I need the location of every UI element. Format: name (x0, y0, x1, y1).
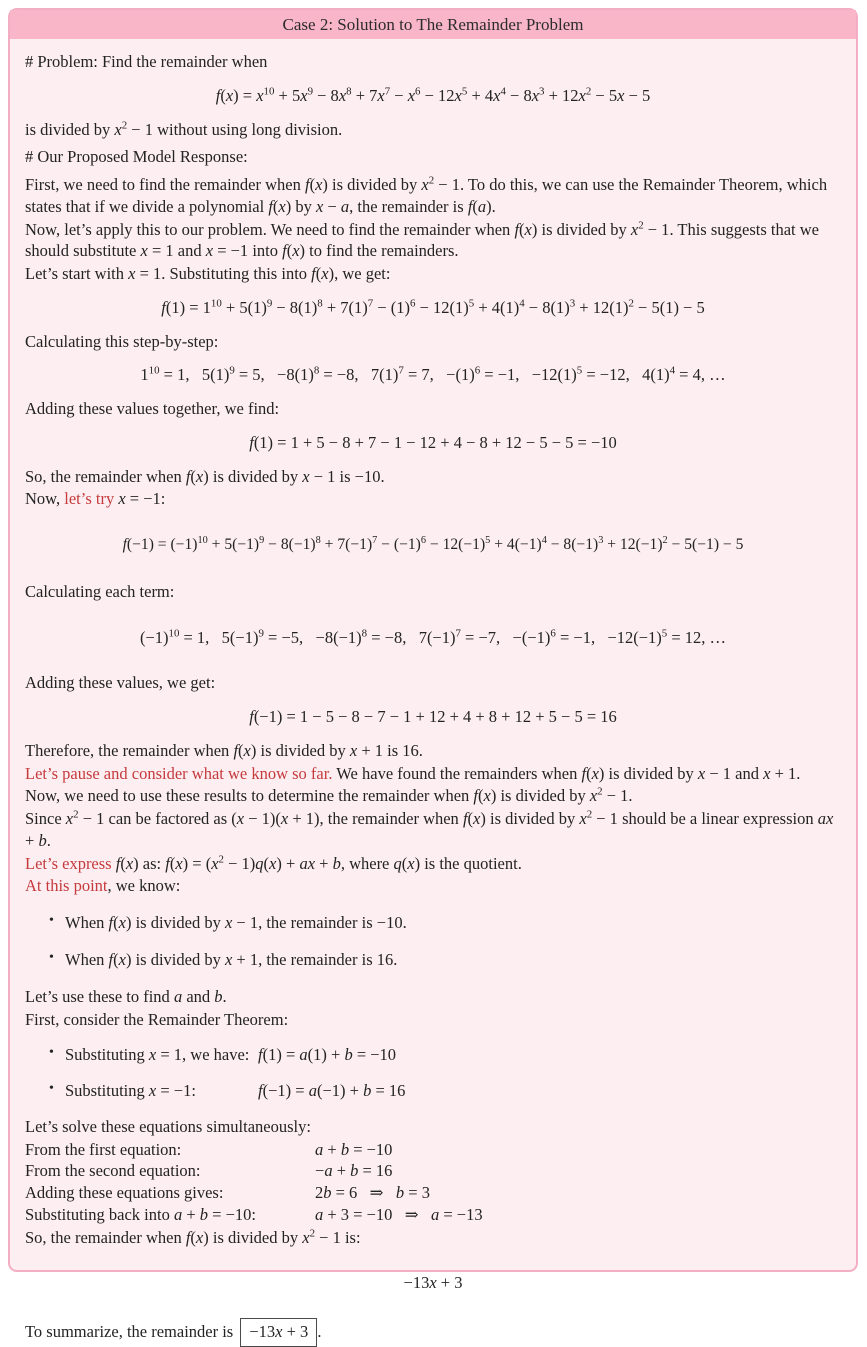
text-run: is divided by (25, 119, 115, 139)
paragraph (25, 1116, 841, 1138)
text-run: To summarize, the remainder is (25, 1322, 238, 1342)
text-run: is divided by (327, 175, 422, 195)
line-text (25, 467, 385, 486)
math-run: a + b = −10 (315, 1139, 393, 1159)
text-run: is divided by (604, 763, 698, 783)
bullet-item (25, 949, 841, 971)
text-run: , the remainder is (258, 913, 377, 933)
math-run: f(−1) = 1 − 5 − 8 − 7 − 1 + 12 + 4 + 8 + 12 + 5 − 5 = 16 (249, 707, 617, 727)
line-text (25, 52, 267, 71)
math-run: f(1) = a(1) + b = −10 (258, 1045, 397, 1065)
display-equation (25, 432, 841, 454)
text-run: : (191, 1081, 196, 1101)
text-run: When (65, 950, 109, 970)
line-text (25, 1139, 315, 1161)
text-run: From the second equation: (25, 1161, 201, 1181)
math-run: f(x) (233, 740, 257, 760)
line-text (404, 1273, 463, 1292)
math-run: f(−1) = a(−1) + b = 16 (258, 1081, 406, 1101)
line-text (216, 86, 651, 105)
text-run: , we know: (107, 876, 181, 896)
math-run: b (214, 986, 223, 1006)
text-run: is divided by (208, 466, 303, 486)
text-run: to find the remainders. (305, 241, 459, 261)
text-run: Now, let’s apply this to our problem. We need to find the remainder when (25, 219, 515, 239)
text-run: as: (138, 853, 166, 873)
text-run: When (65, 913, 109, 933)
line-text (65, 950, 397, 969)
line-text (161, 298, 705, 317)
line-text (25, 399, 279, 418)
math-run: x = −1 (118, 489, 161, 509)
paragraph (25, 219, 841, 263)
paragraph (25, 740, 841, 762)
line-text (25, 175, 827, 216)
red-emphasis-run: At this point (25, 876, 108, 896)
bullet-icon: • (49, 913, 54, 929)
line-text (249, 707, 617, 726)
math-run: f(x) (473, 786, 497, 806)
math-run: 2b = 6 ⇒ b = 3 (315, 1183, 430, 1203)
bullet-item (25, 1044, 841, 1066)
text-run: . (317, 1322, 322, 1342)
line-text (25, 1204, 315, 1226)
paragraph (25, 466, 841, 488)
equation (258, 1044, 396, 1066)
math-run: a (173, 986, 183, 1006)
paragraph (25, 488, 841, 510)
equation-row (25, 1160, 841, 1182)
paragraph (25, 1009, 841, 1031)
math-run: $f(x) = x^{10} + 5x^9 - 8x^8 + 7x^7 - x^6 - 12x^5 + 4x^4 - 8x^3 + 12x^2 - 5x - 5$ (215, 85, 651, 105)
math-run: $x^2 - 1$ (302, 1227, 341, 1247)
math-run: $x^2 - 1$ (114, 119, 153, 139)
paragraph (25, 672, 841, 694)
text-run: Now, we need to use these results to determine the remainder when (25, 786, 474, 806)
text-run: into (248, 241, 283, 261)
text-run: is the quotient. (420, 853, 522, 873)
math-run: $f(-1) = (-1)^{10} + 5(-1)^9 - 8(-1)^8 + 7(-1)^7 - (-1)^6 - 12(-1)^5 + 4(-1)^4 - 8(-1)^3 + 12(-1)^2 - 5(-1) - 5$ (122, 535, 744, 554)
equation-row (25, 1139, 841, 1161)
text-run: without using long division. (152, 119, 343, 139)
text-run: . (380, 466, 385, 486)
equation-row (25, 1204, 841, 1226)
math-run: −a + b = 16 (315, 1161, 393, 1181)
text-run: Let’s use these to find (25, 986, 174, 1006)
text-run: . To do this, we can use the Remainder Theorem, which states that if we divide a polynomial (25, 175, 828, 216)
red-emphasis-run: let’s try (64, 489, 119, 509)
line-text (25, 854, 522, 873)
equation (315, 1182, 430, 1204)
paragraph (25, 331, 841, 353)
document-content (10, 39, 856, 1347)
math-run: $x^2 - 1$ (421, 174, 460, 195)
text-run: : (160, 489, 166, 509)
text-run: is divided by (208, 1227, 303, 1247)
display-equation (25, 706, 841, 728)
line-text (65, 913, 407, 932)
math-run: x + 1 (224, 950, 259, 970)
text-run: Calculating this step-by-step: (25, 331, 219, 351)
paragraph (25, 51, 841, 73)
math-run: f(x) (304, 175, 328, 195)
line-text (123, 536, 744, 553)
math-run: x = 1 (128, 264, 162, 284)
text-run: # Problem: Find the remainder when (25, 52, 268, 71)
text-run: We have found the remainders when (332, 763, 582, 783)
page-title: Case 2: Solution to The Remainder Problem (282, 14, 584, 34)
math-run: (x − 1)(x + 1) (231, 809, 320, 829)
line-text (65, 1044, 258, 1066)
math-run: f(x) (185, 466, 209, 486)
line-text (25, 147, 248, 166)
text-run: . (222, 986, 227, 1006)
boxed-answer: −13x + 3 (240, 1318, 317, 1347)
math-run: f(x) (108, 950, 132, 970)
paragraph (25, 398, 841, 420)
text-run: First, consider the Remainder Theorem: (25, 1009, 289, 1029)
line-text (140, 628, 726, 647)
paragraph (25, 785, 841, 807)
text-run: Now, (25, 489, 65, 509)
line-text (25, 582, 174, 601)
math-run: x = −1 (148, 1081, 192, 1101)
line-text (25, 1182, 315, 1204)
red-emphasis-run: Let’s express (25, 853, 112, 873)
math-run: f(x) (581, 763, 605, 783)
line-text (25, 1322, 321, 1341)
paragraph (25, 875, 841, 897)
math-run: x − a (316, 196, 350, 216)
equation (258, 1080, 405, 1102)
text-run: So, the remainder when (25, 466, 186, 486)
paragraph (25, 581, 841, 603)
line-text (25, 987, 227, 1006)
text-run: . (46, 830, 51, 850)
math-run: f(x) (311, 264, 335, 284)
solution-card (8, 8, 858, 1342)
text-run: . This suggests that we should substitute (25, 219, 820, 261)
math-run: $x^2 - 1$ (579, 808, 618, 829)
math-run: f(x) (115, 853, 139, 873)
math-run: f(x) (282, 241, 306, 261)
text-run: and (731, 763, 764, 783)
math-run: f(1) = 1 + 5 − 8 + 7 − 1 − 12 + 4 − 8 + 12 − 5 − 5 = −10 (249, 432, 617, 452)
text-run: , we have: (182, 1045, 250, 1065)
paragraph (25, 174, 841, 218)
math-run: $f(x) = (x^2 - 1)q(x)$ + ax + b (165, 853, 341, 873)
text-run: Adding these values together, we find: (25, 399, 280, 419)
line-text (25, 1117, 311, 1136)
math-run: $1^{10} = 1$, $5(1)^9 = 5$, $-8(1)^8 = -8$, $7(1)^7 = 7$, $-(1)^6 = -1$, $-12(1)^5 = -12$, $4(1)^4 = 4$, … (140, 364, 726, 385)
text-run: Substituting (65, 1045, 149, 1065)
text-run: is divided by (131, 950, 225, 970)
math-run: f(x) (514, 219, 538, 239)
math-run: x − 1 (224, 913, 259, 933)
math-run: −13x + 3 (403, 1273, 463, 1293)
paragraph (25, 808, 841, 852)
line-text (25, 220, 819, 261)
equation (315, 1204, 483, 1226)
text-run: Let’s solve these equations simultaneously: (25, 1116, 311, 1136)
math-run: ax + b (25, 809, 838, 850)
text-run: is divided by (496, 786, 590, 806)
math-run: x + 1 (349, 740, 383, 760)
line-text (65, 1080, 258, 1102)
paragraph (25, 1227, 841, 1249)
math-run: q(x) (393, 853, 421, 873)
text-run: is divided by (131, 913, 225, 933)
text-run: and (182, 986, 215, 1006)
text-run: So, the remainder when (25, 1227, 186, 1247)
line-text (25, 809, 837, 850)
math-run: x − 1 (697, 763, 732, 783)
text-run: First, we need to find the remainder when (25, 175, 305, 195)
bullet-icon: • (49, 950, 54, 966)
text-run: Since (25, 809, 66, 829)
line-text (249, 433, 617, 452)
display-equation (25, 1272, 841, 1294)
text-run: and (173, 241, 206, 261)
text-run: : (251, 1204, 256, 1224)
red-emphasis-run: Let’s pause and consider what we know so far. (25, 763, 333, 783)
text-run: . (796, 763, 801, 783)
text-run: , the remainder is 16. (258, 950, 398, 970)
line-text (25, 264, 390, 283)
equation-row (25, 1182, 841, 1204)
text-run: Adding these values, we get: (25, 673, 216, 693)
text-run: is (335, 466, 355, 486)
math-run: x − 1 (302, 466, 336, 486)
paragraph (25, 119, 841, 141)
line-text (140, 365, 725, 384)
text-run: is: (340, 1227, 361, 1247)
math-run: a + b = −10 (173, 1204, 252, 1224)
math-run: f(x) (185, 1227, 209, 1247)
math-run: x + 1 (763, 763, 797, 783)
text-run: Substituting back into (25, 1204, 174, 1224)
math-run: f(x) (268, 196, 292, 216)
text-run: # Our Proposed Model Response: (25, 147, 248, 167)
text-run: , the remainder when (319, 809, 463, 829)
text-run: by (291, 196, 316, 216)
line-text (25, 673, 215, 692)
line-text (25, 876, 180, 895)
math-run: $x^2 - 1$ (589, 785, 629, 806)
paragraph (25, 1318, 841, 1347)
equation (315, 1160, 392, 1182)
math-run: x = 1 (140, 241, 174, 261)
card-header (10, 10, 856, 39)
text-run: is divided by (537, 219, 631, 239)
text-run: can be factored as (104, 809, 232, 829)
paragraph (25, 763, 841, 785)
bullet-item (25, 1080, 841, 1102)
text-run: Therefore, the remainder when (25, 740, 234, 760)
text-run: . (628, 786, 633, 806)
math-run: −10 (354, 466, 381, 486)
display-equation (25, 85, 841, 107)
math-run: a + 3 = −10 ⇒ a = −13 (315, 1204, 483, 1224)
equation (315, 1139, 392, 1161)
line-text (25, 764, 800, 783)
paragraph (25, 986, 841, 1008)
math-run: x = −1 (205, 241, 249, 261)
display-equation (25, 297, 841, 319)
paragraph (25, 146, 841, 168)
math-run: $(-1)^{10} = 1$, $5(-1)^9 = -5$, $-8(-1)^8 = -8$, $7(-1)^7 = -7$, $-(-1)^6 = -1$, $-12(-1)^5 = 12$, … (139, 627, 727, 647)
bullet-icon: • (49, 1081, 54, 1097)
bullet-item (25, 912, 841, 934)
text-run: , where (340, 853, 394, 873)
math-run: f(a) (467, 196, 492, 216)
line-text (25, 1010, 288, 1029)
math-run: −10 (376, 913, 403, 933)
math-run: f(x) (462, 809, 486, 829)
display-equation (25, 627, 841, 649)
text-run: Substituting (65, 1081, 149, 1101)
text-run: , we get: (334, 264, 391, 284)
bullet-icon: • (49, 1045, 54, 1061)
line-text (25, 786, 633, 805)
math-run: $x^2 - 1$ (65, 808, 105, 829)
text-run: is 16. (383, 740, 423, 760)
line-text (25, 120, 342, 139)
paragraph (25, 853, 841, 875)
text-run: is divided by (256, 740, 350, 760)
text-run: , the remainder is (349, 196, 468, 216)
math-run: f(x) (108, 913, 132, 933)
text-run: Calculating each term: (25, 581, 175, 601)
text-run: Adding these equations gives: (25, 1183, 224, 1203)
line-text (25, 332, 218, 351)
display-equation (25, 364, 841, 386)
text-run: should be a linear expression (617, 809, 818, 829)
text-run: Let’s start with (25, 264, 129, 284)
line-text (25, 1228, 361, 1247)
text-run: . (491, 196, 496, 216)
text-run: . Substituting this into (161, 264, 312, 284)
math-run: x = 1 (148, 1045, 183, 1065)
text-run: is divided by (485, 809, 580, 829)
text-run: . (402, 913, 407, 933)
line-text (25, 1160, 315, 1182)
line-text (25, 489, 165, 508)
display-equation (25, 535, 841, 556)
math-run: $x^2 - 1$ (630, 219, 670, 239)
paragraph (25, 263, 841, 285)
text-run: From the first equation: (25, 1139, 182, 1159)
line-text (25, 741, 423, 760)
math-run: $f(1) = 1^{10} + 5(1)^9 - 8(1)^8 + 7(1)^7 - (1)^6 - 12(1)^5 + 4(1)^4 - 8(1)^3 + 12(1)^2 - 5(1) - 5$ (161, 297, 705, 317)
